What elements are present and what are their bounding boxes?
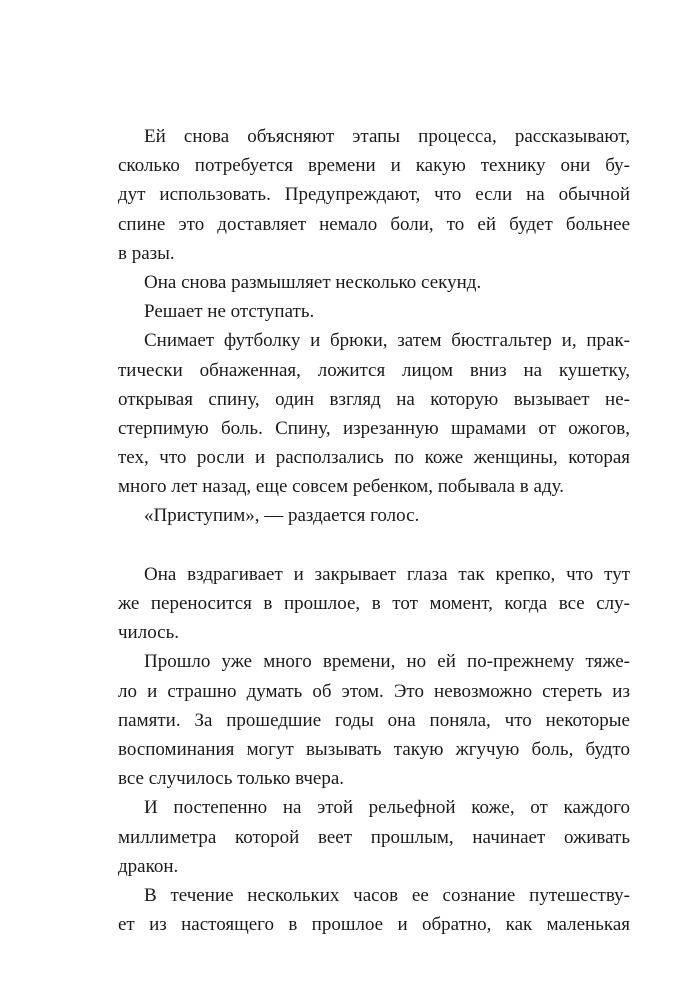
text-line: чилось. [118, 622, 180, 644]
paragraph-7 [118, 647, 630, 793]
text-line: тически обнаженная, ложится лицом вниз на кушетку, [118, 359, 630, 381]
paragraph-9 [118, 881, 630, 939]
text-line: памяти. За прошедшие годы она поняла, что некоторые [118, 709, 630, 731]
text-line: в разы. [118, 242, 175, 264]
paragraph-4 [118, 326, 630, 501]
body-text [118, 122, 630, 939]
text-line: В течение нескольких часов ее сознание путешеству- [144, 884, 630, 906]
text-line: дракон. [118, 855, 179, 877]
text-line: миллиметра которой веет прошлым, начинает оживать [118, 826, 630, 848]
text-line: стерпимую боль. Спину, изрезанную шрамами от ожогов, [118, 417, 630, 439]
text-line: тех, что росли и расползались по коже женщины, которая [118, 447, 630, 469]
text-line: спине это доставляет немало боли, то ей будет больнее [118, 213, 630, 235]
text-line: все случилось только вчера. [118, 768, 345, 790]
text-line: Она снова размышляет несколько секунд. [144, 271, 482, 293]
text-line: воспоминания могут вызывать такую жгучую боль, будто [118, 738, 630, 760]
text-line: «Приступим», — раздается голос. [144, 505, 420, 527]
section-break [118, 531, 630, 560]
paragraph-6 [118, 560, 630, 648]
text-line: Решает не отступать. [144, 301, 315, 323]
text-line: Снимает футболку и брюки, затем бюстгальтер и, прак- [144, 330, 630, 352]
text-line: много лет назад, еще совсем ребенком, побывала в аду. [118, 476, 564, 498]
paragraph-8 [118, 793, 630, 881]
text-line: открывая спину, один взгляд на которую вызывает не- [118, 388, 630, 410]
paragraph-5 [118, 501, 630, 530]
paragraph-1 [118, 122, 630, 268]
text-line: сколько потребуется времени и какую технику они бу- [118, 155, 630, 177]
text-line: Прошло уже много времени, но ей по-прежнему тяже- [144, 651, 630, 673]
text-line: Ей снова объясняют этапы процесса, рассказывают, [144, 126, 630, 147]
text-line: Она вздрагивает и закрывает глаза так крепко, что тут [144, 563, 630, 585]
text-line: же переносится в прошлое, в тот момент, когда все слу- [118, 593, 630, 614]
paragraph-2 [118, 268, 630, 297]
text-line: И постепенно на этой рельефной коже, от каждого [144, 797, 630, 819]
paragraph-3 [118, 297, 630, 326]
text-line: дут использовать. Предупреждают, что если на обычной [118, 184, 630, 206]
text-line: ло и страшно думать об этом. Это невозможно стереть из [118, 680, 630, 702]
text-line: ет из настоящего в прошлое и обратно, как маленькая [118, 914, 630, 936]
